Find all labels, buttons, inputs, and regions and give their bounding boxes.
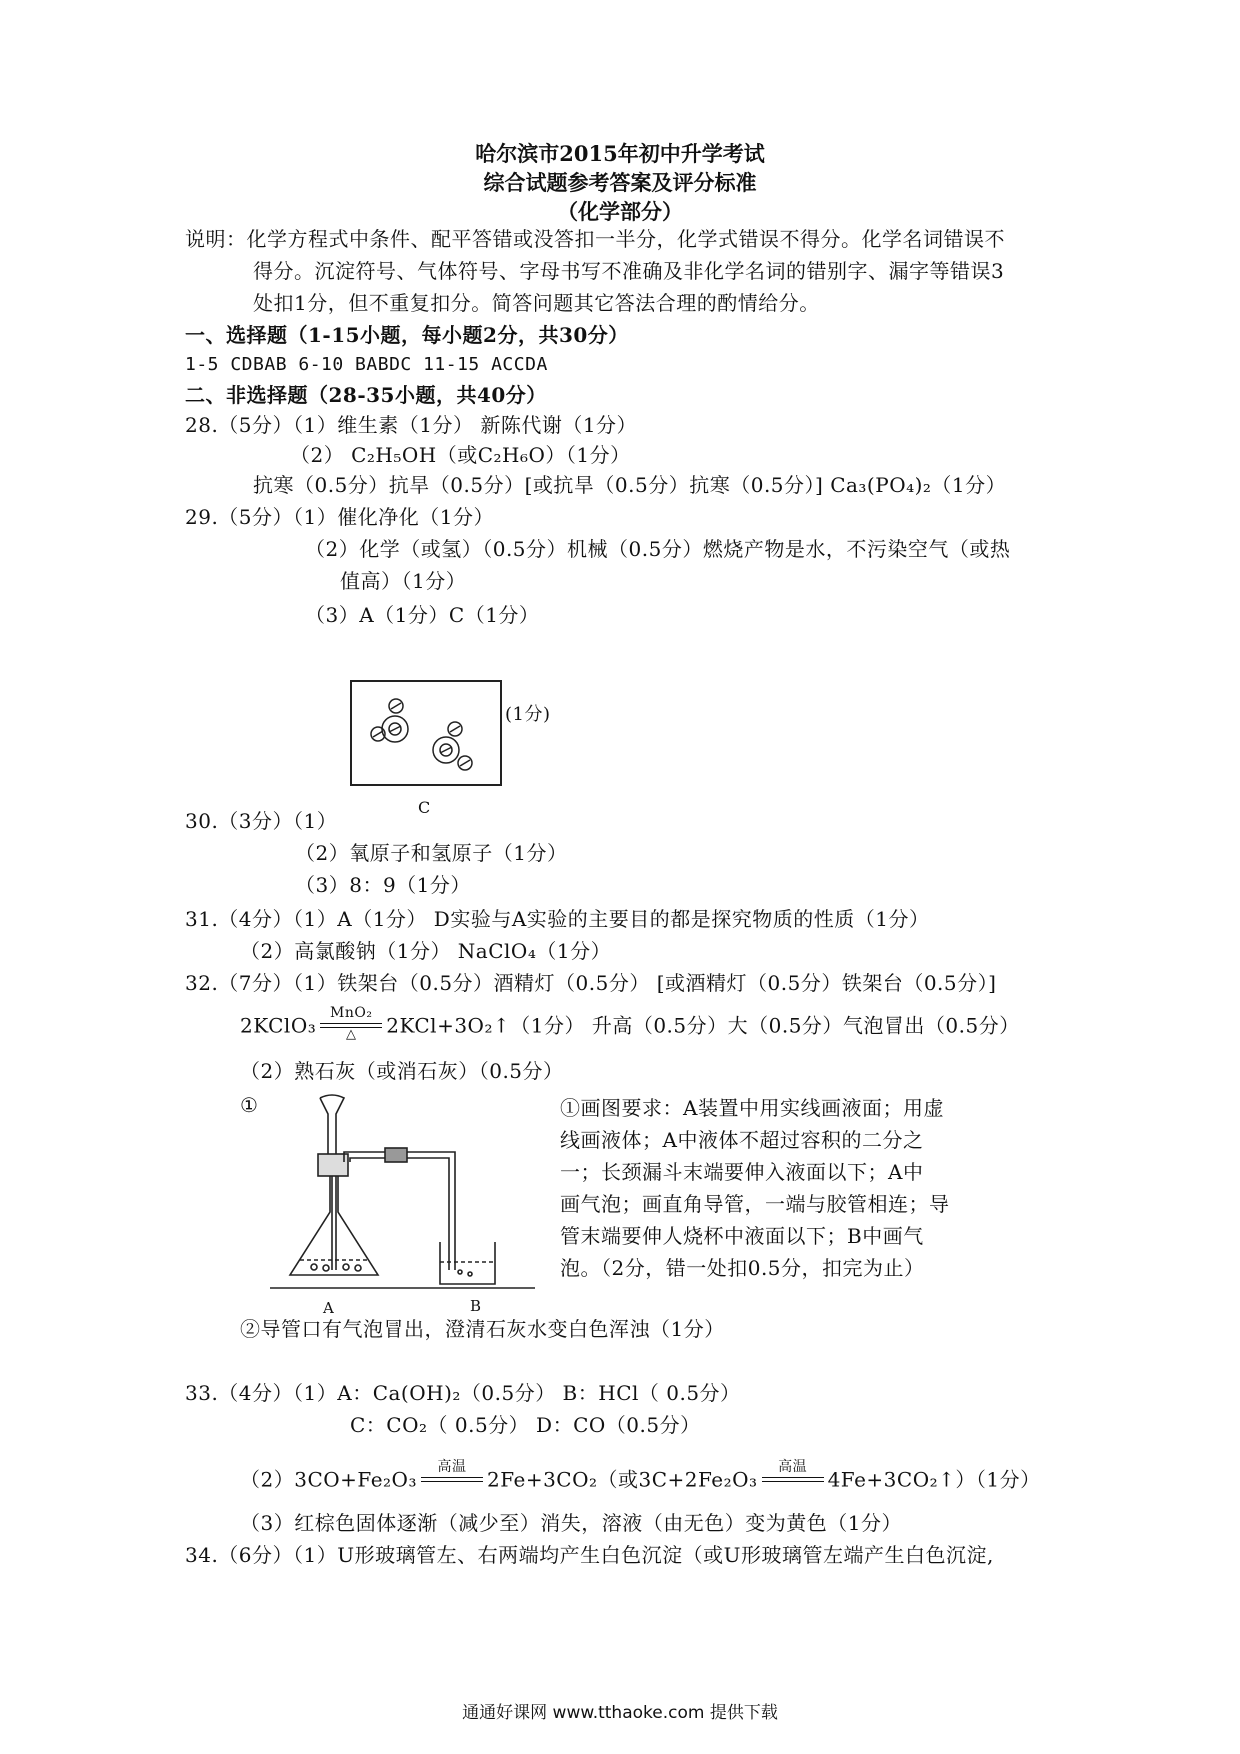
q33-line-2: C：CO₂（ 0.5分） D：CO（0.5分） bbox=[350, 1413, 701, 1437]
q32-req-5: 管末端要伸人烧杯中液面以下；B中画气 bbox=[560, 1224, 924, 1248]
footer-source: 通通好课网 www.tthaoke.com 提供下载 bbox=[462, 1703, 778, 1723]
q32-line-1: 32.（7分）（1）铁架台（0.5分）酒精灯（0.5分） [或酒精灯（0.5分）铁架台（0.5分）] bbox=[185, 971, 997, 995]
q32-req-4: 画气泡；画直角导管，一端与胶管相连；导 bbox=[560, 1192, 950, 1216]
figure-c-score: (1分) bbox=[505, 704, 551, 725]
figure-a-label: A bbox=[323, 1299, 335, 1317]
molecule-figure bbox=[350, 680, 502, 786]
q33-equation bbox=[240, 1459, 1041, 1496]
q29-line-4: （3）A（1分）C（1分） bbox=[305, 603, 540, 627]
q32-circle-1: ① bbox=[240, 1093, 259, 1117]
q29-line-1: 29.（5分）（1）催化净化（1分） bbox=[185, 505, 494, 529]
q30-line-2: （2）氧原子和氢原子（1分） bbox=[295, 841, 568, 865]
doc-section-title: （化学部分） bbox=[557, 199, 683, 224]
q32-eq-arrow bbox=[316, 1005, 386, 1042]
apparatus-figure bbox=[270, 1092, 540, 1302]
q28-line-3: 抗寒（0.5分）抗旱（0.5分）[或抗旱（0.5分）抗寒（0.5分）] Ca₃(PO₄)₂（1分） bbox=[253, 473, 1007, 497]
q33-eq-cond-2: 高温 bbox=[778, 1459, 808, 1475]
note-line-2: 得分。沉淀符号、气体符号、字母书写不准确及非化学名词的错别字、漏字等错误3 bbox=[253, 259, 1005, 283]
water-molecule-diagram bbox=[352, 682, 500, 784]
q28-line-1: 28.（5分）（1）维生素（1分） 新陈代谢（1分） bbox=[185, 413, 638, 437]
q28-line-2: （2） C₂H₅OH（或C₂H₆O）（1分） bbox=[290, 443, 631, 467]
q32-req-3: 一；长颈漏斗末端要伸入液面以下；A中 bbox=[560, 1160, 924, 1184]
q32-eq-catalyst: MnO₂ bbox=[330, 1005, 373, 1021]
figure-b-label: B bbox=[470, 1297, 482, 1315]
q33-eq-part-2: 2Fe+3CO₂（或3C+2Fe₂O₃ bbox=[486, 1467, 758, 1492]
figure-c-label: C bbox=[418, 798, 431, 817]
q34-line-1: 34.（6分）（1）U形玻璃管左、右两端均产生白色沉淀（或U形玻璃管左端产生白色沉淀, bbox=[185, 1543, 994, 1567]
section-2-heading: 二、非选择题（28-35小题，共40分） bbox=[185, 383, 547, 407]
q33-eq-cond-1: 高温 bbox=[437, 1459, 467, 1475]
doc-title: 哈尔滨市2015年初中升学考试 bbox=[475, 141, 765, 166]
q33-line-1: 33.（4分）（1）A：Ca(OH)₂（0.5分） B：HCl（ 0.5分） bbox=[185, 1381, 741, 1405]
q32-eq-left: 2KClO₃ bbox=[240, 1013, 317, 1038]
q31-line-1: 31.（4分）（1）A（1分） D实验与A实验的主要目的都是探究物质的性质（1分） bbox=[185, 907, 930, 931]
q33-eq-part-1: （2）3CO+Fe₂O₃ bbox=[240, 1467, 417, 1492]
note-line-1: 说明：化学方程式中条件、配平答错或没答扣一半分，化学式错误不得分。化学名词错误不 bbox=[185, 227, 1005, 251]
q32-line-2: （2）熟石灰（或消石灰）（0.5分） bbox=[240, 1059, 564, 1083]
q30-line-1: 30.（3分）（1） bbox=[185, 809, 338, 833]
q29-line-2: （2）化学（或氢）（0.5分）机械（0.5分）燃烧产物是水，不污染空气（或热 bbox=[305, 537, 1011, 561]
section-1-answers: 1-5 CDBAB 6-10 BABDC 11-15 ACCDA bbox=[185, 354, 548, 375]
q33-line-4: （3）红棕色固体逐渐（减少至）消失，溶液（由无色）变为黄色（1分） bbox=[240, 1511, 902, 1535]
q33-eq-part-3: 4Fe+3CO₂↑）（1分） bbox=[827, 1467, 1041, 1492]
q32-eq-right: 2KCl+3O₂↑（1分） 升高（0.5分）大（0.5分）气泡冒出（0.5分） bbox=[386, 1013, 1020, 1038]
gas-apparatus-diagram bbox=[270, 1092, 540, 1302]
q30-line-3: （3）8：9（1分） bbox=[295, 873, 471, 897]
section-1-heading: 一、选择题（1-15小题，每小题2分，共30分） bbox=[185, 323, 629, 347]
q33-eq-arrow-2 bbox=[758, 1459, 828, 1496]
q32-eq-heat: △ bbox=[346, 1027, 357, 1042]
q32-line-3: ②导管口有气泡冒出，澄清石灰水变白色浑浊（1分） bbox=[240, 1317, 725, 1341]
note-line-3: 处扣1分，但不重复扣分。简答问题其它答法合理的酌情给分。 bbox=[253, 291, 820, 315]
doc-subtitle: 综合试题参考答案及评分标准 bbox=[483, 170, 757, 195]
q31-line-2: （2）高氯酸钠（1分） NaClO₄（1分） bbox=[240, 939, 612, 963]
q32-req-6: 泡。（2分，错一处扣0.5分，扣完为止） bbox=[560, 1256, 925, 1280]
q32-equation bbox=[240, 1005, 1020, 1042]
q33-eq-arrow-1 bbox=[417, 1459, 487, 1496]
q32-req-1: ①画图要求：A装置中用实线画液面；用虚 bbox=[560, 1096, 944, 1120]
q29-line-3: 值高）（1分） bbox=[340, 569, 467, 593]
q32-req-2: 线画液体；A中液体不超过容积的二分之 bbox=[560, 1128, 924, 1152]
